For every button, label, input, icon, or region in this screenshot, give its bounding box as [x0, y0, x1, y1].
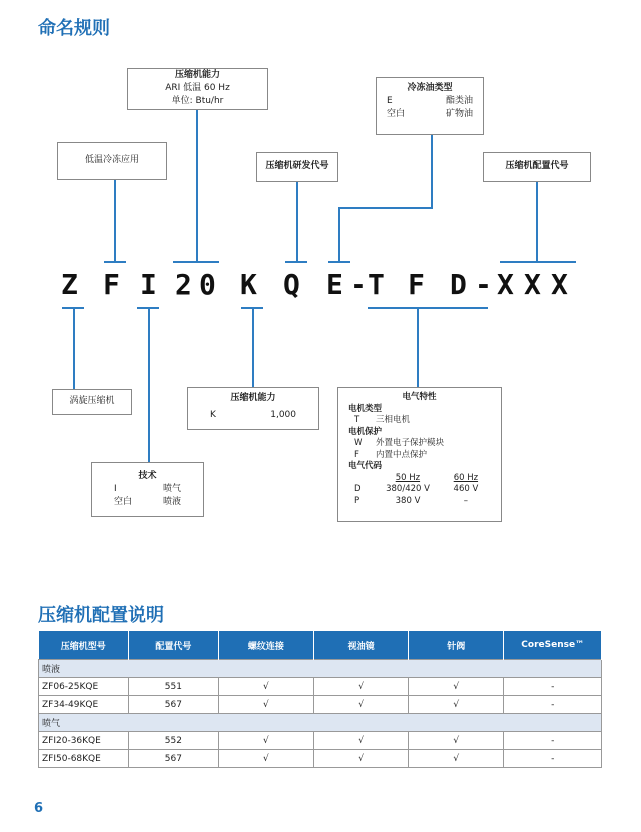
code-char: -: [350, 268, 367, 301]
connector-capacity: [196, 110, 198, 262]
lowtemp-box: [57, 142, 167, 180]
code-char: X: [497, 268, 514, 301]
table-group-row: [39, 714, 602, 732]
group-label: 喷气: [39, 714, 602, 732]
cell: ZF34-49KQE: [39, 696, 129, 714]
code-char: X: [524, 268, 541, 301]
col-header: CoreSense™: [504, 631, 602, 660]
table-header-row: [39, 631, 602, 660]
group-label: 喷液: [39, 660, 602, 678]
cell: 552: [128, 732, 218, 750]
capacity-k-title: 压缩机能力: [230, 393, 276, 403]
tech-r2b: 喷液: [162, 497, 181, 507]
code-char: Z: [61, 268, 78, 301]
capacity-top-title: 压缩机能力: [174, 70, 220, 80]
cell: √: [314, 696, 409, 714]
elec-p-code: P: [354, 495, 360, 506]
oil-r1b: 酯类油: [445, 96, 473, 106]
hz50-header: 50 Hz: [395, 472, 421, 483]
col-header: 配置代号: [128, 631, 218, 660]
capacity-k-box: [187, 387, 319, 430]
bracket-electrical: [368, 307, 488, 309]
motor-type-code: T: [354, 415, 360, 425]
section-title-naming: 命名规则: [38, 18, 110, 39]
col-header: 针阀: [409, 631, 504, 660]
cell: ZFI50-68KQE: [39, 750, 129, 768]
connector-oil-b: [338, 207, 433, 209]
code-char: T: [368, 268, 385, 301]
code-char: I: [140, 268, 157, 301]
code-char: D: [450, 268, 467, 301]
cell: √: [409, 678, 504, 696]
cell: √: [409, 732, 504, 750]
rd-code-title: 压缩机研发代号: [265, 161, 329, 171]
bracket-rd: [285, 261, 307, 263]
bracket-config: [500, 261, 576, 263]
cell: √: [314, 732, 409, 750]
section-title-config: 压缩机配置说明: [38, 605, 164, 626]
connector-oil-c: [338, 207, 340, 262]
tech-r1a: I: [114, 484, 117, 494]
cell: √: [218, 732, 313, 750]
code-char: -: [475, 268, 492, 301]
bracket-capacity: [173, 261, 219, 263]
table-group-row: [39, 660, 602, 678]
cell: -: [504, 696, 602, 714]
motor-type-desc: 三相电机: [376, 415, 411, 425]
connector-electrical: [417, 307, 419, 387]
connector-rd: [296, 182, 298, 262]
protect-f-code: F: [354, 449, 359, 460]
code-char: F: [408, 268, 425, 301]
code-char: K: [240, 268, 257, 301]
cell: 567: [128, 750, 218, 768]
cell: √: [409, 696, 504, 714]
electrical-title: 电气特性: [402, 392, 437, 402]
capacity-k-value: 1,000: [270, 410, 296, 420]
cell: ZFI20-36KQE: [39, 732, 129, 750]
bracket-lowtemp: [104, 261, 126, 263]
cell: 567: [128, 696, 218, 714]
code-char: Q: [283, 268, 300, 301]
table-row: [39, 696, 602, 714]
capacity-k-code: K: [210, 410, 216, 420]
code-char: X: [551, 268, 568, 301]
config-code-title: 压缩机配置代号: [505, 161, 569, 171]
table-row: [39, 750, 602, 768]
capacity-top-line2: 单位: Btu/hr: [171, 96, 224, 106]
cell: -: [504, 732, 602, 750]
hz60-header: 60 Hz: [453, 472, 479, 483]
cell: -: [504, 750, 602, 768]
code-char: 0: [199, 268, 216, 301]
elec-d-50: 380/420 V: [386, 484, 430, 494]
code-char: 2: [175, 268, 192, 301]
cell: 551: [128, 678, 218, 696]
connector-lowtemp: [114, 180, 116, 262]
elec-p-60: –: [463, 495, 469, 506]
protect-w-code: W: [354, 438, 363, 448]
col-header: 视油镜: [314, 631, 409, 660]
cell: √: [218, 750, 313, 768]
elec-d-code: D: [354, 484, 361, 494]
protect-w-desc: 外置电子保护模块: [376, 438, 445, 448]
oil-r2a: 空白: [387, 109, 406, 119]
electrical-box: [337, 387, 502, 522]
elec-code-label: 电气代码: [348, 461, 383, 471]
elec-d-60: 460 V: [453, 484, 479, 494]
col-header: 螺纹连接: [218, 631, 313, 660]
capacity-top-box: [127, 68, 268, 110]
oil-r2b: 矿物油: [445, 109, 473, 119]
tech-title: 技术: [138, 471, 157, 481]
cell: -: [504, 678, 602, 696]
oil-box: [376, 77, 484, 135]
tech-box: [91, 462, 204, 517]
cell: √: [314, 678, 409, 696]
connector-tech: [148, 307, 150, 463]
cell: √: [218, 678, 313, 696]
connector-scroll: [73, 307, 75, 389]
lowtemp-title: 低温冷冻应用: [84, 155, 139, 165]
table-row: [39, 732, 602, 750]
cell: √: [218, 696, 313, 714]
protect-f-desc: 内置中点保护: [376, 449, 428, 460]
connector-oil-a: [431, 135, 433, 208]
scroll-box: [52, 389, 132, 415]
elec-p-50: 380 V: [395, 495, 421, 506]
col-header: 压缩机型号: [39, 631, 129, 660]
tech-r1b: 喷气: [162, 484, 181, 494]
motor-protect-label: 电机保护: [348, 426, 383, 437]
config-code-box: [483, 152, 591, 182]
bracket-oil: [328, 261, 350, 263]
tech-r2a: 空白: [114, 497, 133, 507]
rd-code-box: [256, 152, 338, 182]
scroll-title: 涡旋压缩机: [69, 396, 115, 406]
cell: √: [314, 750, 409, 768]
code-char: F: [103, 268, 120, 301]
connector-config: [536, 182, 538, 262]
oil-title: 冷冻油类型: [407, 83, 453, 93]
motor-type-label: 电机类型: [348, 403, 383, 414]
config-table: [38, 631, 602, 768]
oil-r1a: E: [387, 96, 393, 106]
capacity-top-line1: ARI 低温 60 Hz: [165, 83, 230, 93]
page-number: 6: [34, 801, 44, 816]
code-char: E: [326, 268, 343, 301]
connector-capk: [252, 307, 254, 387]
table-row: [39, 678, 602, 696]
cell: ZF06-25KQE: [39, 678, 129, 696]
cell: √: [409, 750, 504, 768]
